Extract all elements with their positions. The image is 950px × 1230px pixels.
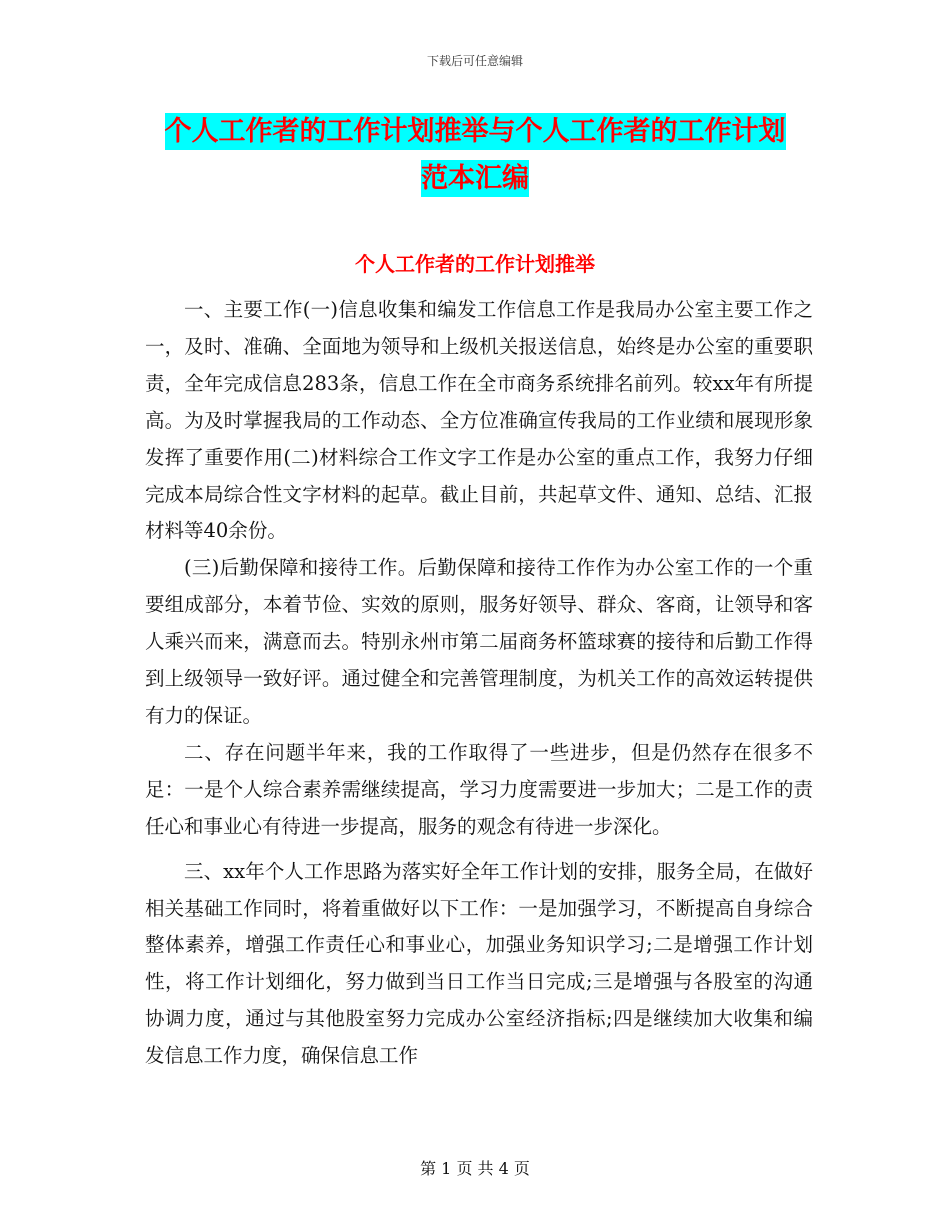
document-title-line-2: 范本汇编 (421, 160, 529, 197)
page-header-note: 下载后可任意编辑 (426, 54, 523, 68)
paragraph-problems: 二、存在问题半年来，我的工作取得了一些进步，但是仍然存在很多不足：一是个人综合素养需继续提高，学习力度需要进一步加大；二是工作的责任心和事业心有待进一步提高，服务的观念有待进一步深化。 (145, 740, 813, 838)
body-text (145, 292, 813, 1075)
document-title-line-1: 个人工作者的工作计划推举与个人工作者的工作计划 (165, 113, 786, 150)
document-title (0, 108, 950, 202)
section-title: 个人工作者的工作计划推举 (355, 252, 595, 276)
paragraph-logistics: (三)后勤保障和接待工作。后勤保障和接待工作作为办公室工作的一个重要组成部分，本着节俭、实效的原则，服务好领导、群众、客商，让领导和客人乘兴而来，满意而去。特别永州市第二届商务杯篮球赛的接待和后勤工作得到上级领导一致好评。通过健全和完善管理制度，为机关工作的高效运转提供有力的保证。 (145, 556, 813, 727)
paragraph-main-work: 一、主要工作(一)信息收集和编发工作信息工作是我局办公室主要工作之一，及时、准确、全面地为领导和上级机关报送信息，始终是办公室的重要职责，全年完成信息283条，信息工作在全市商务系统排名前列。较xx年有所提高。为及时掌握我局的工作动态、全方位准确宣传我局的工作业绩和展现形象发挥了重要作用(二)材料综合工作文字工作是办公室的重点工作，我努力仔细完成本局综合性文字材料的起草。截止目前，共起草文件、通知、总结、汇报材料等40余份。 (145, 298, 813, 543)
page-number: 第 1 页 共 4 页 (420, 1159, 530, 1178)
paragraph-plan: 三、xx年个人工作思路为落实好全年工作计划的安排，服务全局，在做好相关基础工作同时，将着重做好以下工作：一是加强学习，不断提高自身综合整体素养，增强工作责任心和事业心，加强业务知识学习;二是增强工作计划性，将工作计划细化，努力做到当日工作当日完成;三是增强与各股室的沟通协调力度，通过与其他股室努力完成办公室经济指标;四是继续加大收集和编发信息工作力度，确保信息工作 (145, 859, 813, 1068)
